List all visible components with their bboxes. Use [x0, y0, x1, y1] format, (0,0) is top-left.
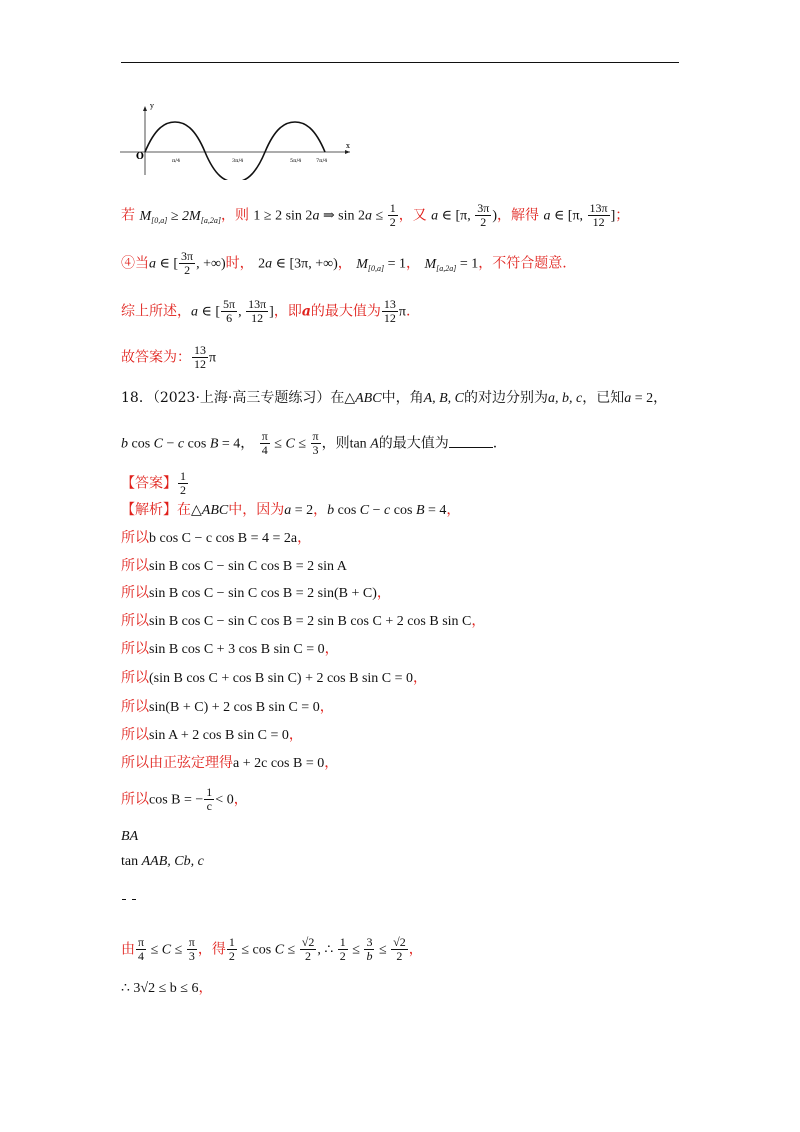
law-of-sines-line: 所以由正弦定理得a + 2c cos B = 0，: [121, 755, 339, 771]
question-18-line-2: b cos C − c cos B = 4， $\frac{\pi}{4}$ ≤ C ≤ $\frac{\pi}{3}$ ，则tan A的最大值为 .: [121, 429, 498, 457]
step-line: 所以sin B cos C + 3 cos B sin C = 0，: [121, 641, 339, 657]
x-axis-arrow: [345, 150, 350, 154]
step-line: 所以b cos C − c cos B = 4 = 2a，: [121, 530, 312, 546]
tan-line: tan AAB, Cb, c: [121, 854, 204, 869]
range-line: 由 $\frac{\pi}{4}$ ≤ C ≤ $\frac{\pi}{3}$ ，得 $\frac{1}{2}$ ≤ cos C ≤ $\frac{√2}{2}$ , ∴ $\frac{1}{2}$ ≤ $\frac{3}{b}$ ≤ $\frac{√2}{2}$ ，: [121, 935, 423, 963]
step-line: 所以sin B cos C − sin C cos B = 2 sin(B + C)，: [121, 585, 391, 601]
conclusion-line: 综上所述，a ∈ [ $\frac{5\pi}{6}$ , $\frac{13\pi}{12}$ ]，即a的最大值为 $\frac{13}{12}$ π.: [121, 297, 411, 325]
step-line: 所以sin B cos C − sin C cos B = 2 sin B cos C + 2 cos B sin C，: [121, 613, 486, 629]
answer-blank[interactable]: [449, 435, 493, 448]
origin-label: O: [136, 152, 144, 162]
step-line: 所以sin B cos C − sin C cos B = 2 sin A: [121, 558, 347, 574]
tick-label: 3π/4: [232, 158, 244, 164]
tick-label: π/4: [172, 158, 181, 164]
answer-tag-line: 【答案】 $\frac{1}{2}$: [121, 469, 186, 497]
angle-line: BA: [121, 829, 139, 844]
y-axis-label: y: [150, 102, 154, 110]
cos-c-line: [121, 889, 137, 910]
answer-line: 故答案为： $\frac{13}{12}$ π: [121, 343, 217, 371]
y-axis-arrow: [143, 106, 147, 111]
final-range-line: ∴ 3√2 ≤ b ≤ 6，: [121, 980, 213, 996]
analysis-line: 【解析】在△ABC中，因为a = 2，b cos C − c cos B = 4，: [121, 502, 461, 518]
question-18-line-1: 18．（2023·上海·高三专题练习）在△ABC中，角A, B, C的对边分别为a, b, c，已知a = 2，: [121, 390, 668, 406]
condition-line-3: 若 $M_{[0,a]} \ge 2M_{[a,2a]}$，则 1 ≥ 2 sin 2a ⇒ sin 2a ≤ $\frac{1}{2}$ ，又 a ∈ [π, $\frac{3\pi}{2}$ )，解得 a ∈ [π, $\frac{13\pi}{12}$ ]；: [121, 201, 630, 229]
condition-line-4: ④当a ∈ [ $\frac{3\pi}{2}$ , +∞)时， 2a ∈ [3π, +∞)， $M_{[0,a]} = 1$， $M_{[a,2a]} = 1$，不符合题意.: [121, 249, 567, 277]
tick-label: 5π/4: [290, 158, 302, 164]
cos-b-line: 所以cos B = − $\frac{1}{c}$ < 0，: [121, 785, 248, 813]
x-axis-label: x: [346, 142, 350, 150]
step-line: 所以sin A + 2 cos B sin C = 0，: [121, 727, 303, 743]
tick-label: 7π/4: [316, 158, 328, 164]
header-rule: [121, 62, 679, 63]
step-line: 所以sin(B + C) + 2 cos B sin C = 0，: [121, 699, 334, 715]
step-line: 所以(sin B cos C + cos B sin C) + 2 cos B sin C = 0，: [121, 670, 428, 686]
sine-curve: [145, 122, 328, 180]
sine-graph: [118, 100, 358, 180]
